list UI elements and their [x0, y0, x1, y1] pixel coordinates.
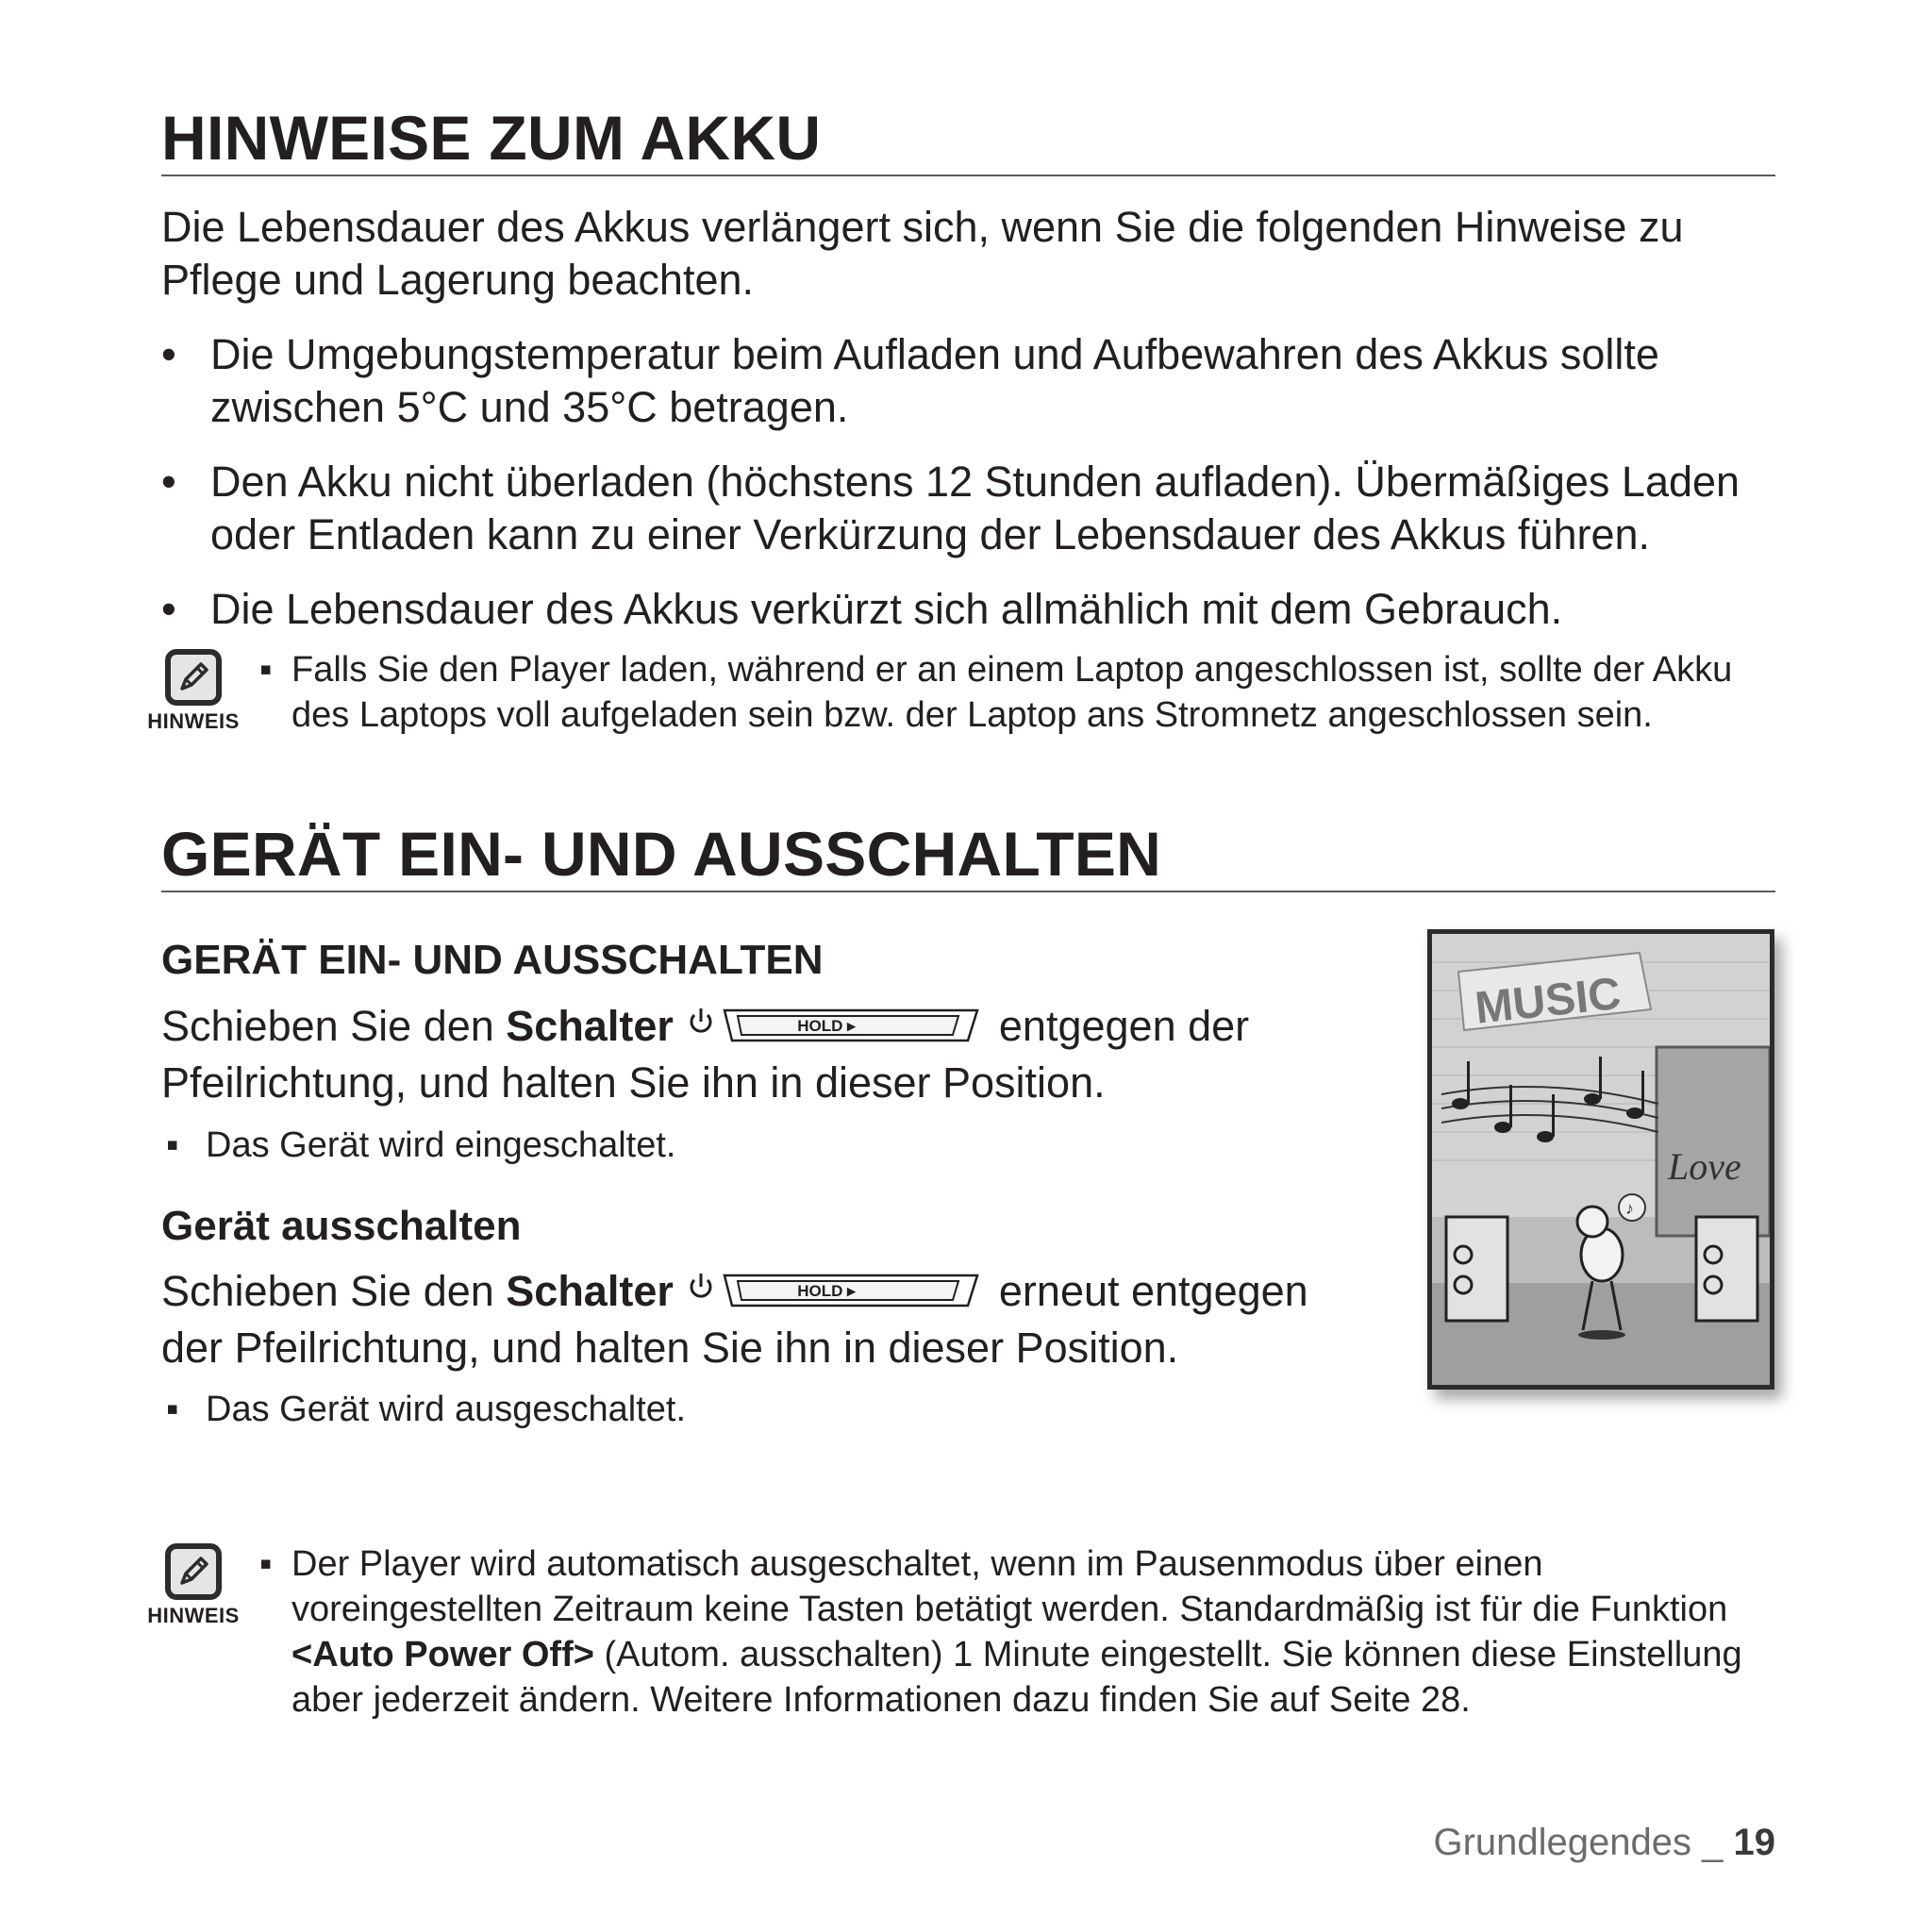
- power-off-line1: [161, 1265, 1425, 1322]
- bullet-dot: •: [161, 585, 176, 633]
- power-off-instruction: [161, 1265, 1425, 1374]
- instruction-text: entgegen der: [998, 1002, 1250, 1050]
- title-rule: [161, 891, 1775, 892]
- list-item-text: Den Akku nicht überladen (höchstens 12 Stunden aufladen). Übermäßiges Laden oder Entladen kann zu einer Verkürzung der Lebensdauer des Akkus führen.: [210, 458, 1740, 558]
- note-icon: [142, 1543, 245, 1628]
- battery-intro: Die Lebensdauer des Akkus verlängert sich, wenn Sie die folgenden Hinweise zu Pflege und Lagerung beachten.: [161, 203, 1684, 304]
- switch-term: Schalter: [506, 1267, 674, 1315]
- list-item: [161, 583, 1784, 636]
- list-item-text: Die Umgebungstemperatur beim Aufladen und Aufbewahren des Akkus sollte zwischen 5°C und 35°C betragen.: [210, 330, 1659, 431]
- note-text-part: (Autom. ausschalten) 1 Minute eingestellt. Sie können diese Einstellung aber jederzeit ändern. Weitere Informationen dazu finden Sie auf Seite 28.: [291, 1635, 1742, 1720]
- note-label: HINWEIS: [147, 1604, 240, 1627]
- power-icon: [691, 1008, 710, 1031]
- power-off-line2: der Pfeilrichtung, und halten Sie ihn in dieser Position.: [161, 1323, 1179, 1372]
- instruction-text: erneut entgegen: [998, 1267, 1308, 1315]
- switch-term: Schalter: [506, 1002, 674, 1050]
- pencil-icon: [165, 649, 222, 706]
- instruction-text: Schieben Sie den: [161, 1002, 507, 1050]
- note-icon: [142, 649, 245, 734]
- note-text-part: Der Player wird automatisch ausgeschaltet, wenn im Pausenmodus über einen voreingestellten Zeitraum keine Tasten betätigt werden. Standardmäßig ist für die Funktion: [291, 1544, 1728, 1629]
- power-on-line2: Pfeilrichtung, und halten Sie ihn in dieser Position.: [161, 1058, 1106, 1107]
- power-on-line1: [161, 1000, 1416, 1057]
- subheading-power-on: GERÄT EIN- UND AUSSCHALTEN: [161, 937, 824, 983]
- square-bullet: ▪: [166, 1390, 179, 1429]
- title-rule: [161, 175, 1775, 176]
- section-title-battery: HINWEISE ZUM AKKU: [161, 103, 822, 173]
- bullet-dot: •: [161, 330, 176, 378]
- hold-switch-graphic: [685, 1268, 987, 1322]
- note-label: HINWEIS: [147, 709, 240, 733]
- hold-label: HOLD ▸: [797, 1016, 857, 1035]
- list-item: [161, 456, 1784, 561]
- bullet-dot: •: [161, 458, 176, 506]
- square-bullet: ▪: [259, 1544, 273, 1584]
- power-on-instruction: [161, 1000, 1416, 1109]
- section-title-power: GERÄT EIN- UND AUSSCHALTEN: [161, 819, 1162, 889]
- svg-text:Love: Love: [1668, 1145, 1741, 1188]
- footer-section-name: Grundlegendes _: [1433, 1822, 1734, 1863]
- auto-power-off-term: <Auto Power Off>: [291, 1635, 594, 1674]
- screen-music-text: MUSIC: [1473, 968, 1624, 1034]
- auto-power-off-note: [259, 1541, 1788, 1723]
- music-screen-illustration: [1432, 934, 1770, 1385]
- list-item-text: Die Lebensdauer des Akkus verkürzt sich allmählich mit dem Gebrauch.: [210, 585, 1563, 633]
- hold-label: HOLD ▸: [797, 1281, 857, 1300]
- result-text: Das Gerät wird ausgeschaltet.: [206, 1390, 687, 1429]
- svg-text:♪: ♪: [1625, 1199, 1634, 1218]
- battery-note-text: Falls Sie den Player laden, während er an einem Laptop angeschlossen ist, sollte der Akku des Laptops voll aufgeladen sein bzw. der Laptop ans Stromnetz angeschlossen sein.: [291, 650, 1733, 735]
- square-bullet: ▪: [259, 650, 273, 690]
- hold-switch-graphic: [685, 1003, 987, 1057]
- page-footer: [1433, 1822, 1775, 1864]
- pencil-icon: [165, 1543, 222, 1600]
- power-off-result: [166, 1387, 1392, 1432]
- power-icon: [691, 1274, 710, 1296]
- power-on-result: [166, 1123, 1392, 1168]
- auto-power-off-note-text: [291, 1541, 1788, 1723]
- instruction-text: Schieben Sie den: [161, 1267, 507, 1315]
- result-text: Das Gerät wird eingeschaltet.: [206, 1125, 676, 1165]
- battery-note: [259, 647, 1788, 738]
- page-number: 19: [1733, 1822, 1775, 1863]
- list-item: [161, 328, 1784, 434]
- square-bullet: ▪: [166, 1125, 179, 1165]
- subheading-power-off: Gerät ausschalten: [161, 1203, 522, 1249]
- device-screen-image: [1427, 929, 1774, 1390]
